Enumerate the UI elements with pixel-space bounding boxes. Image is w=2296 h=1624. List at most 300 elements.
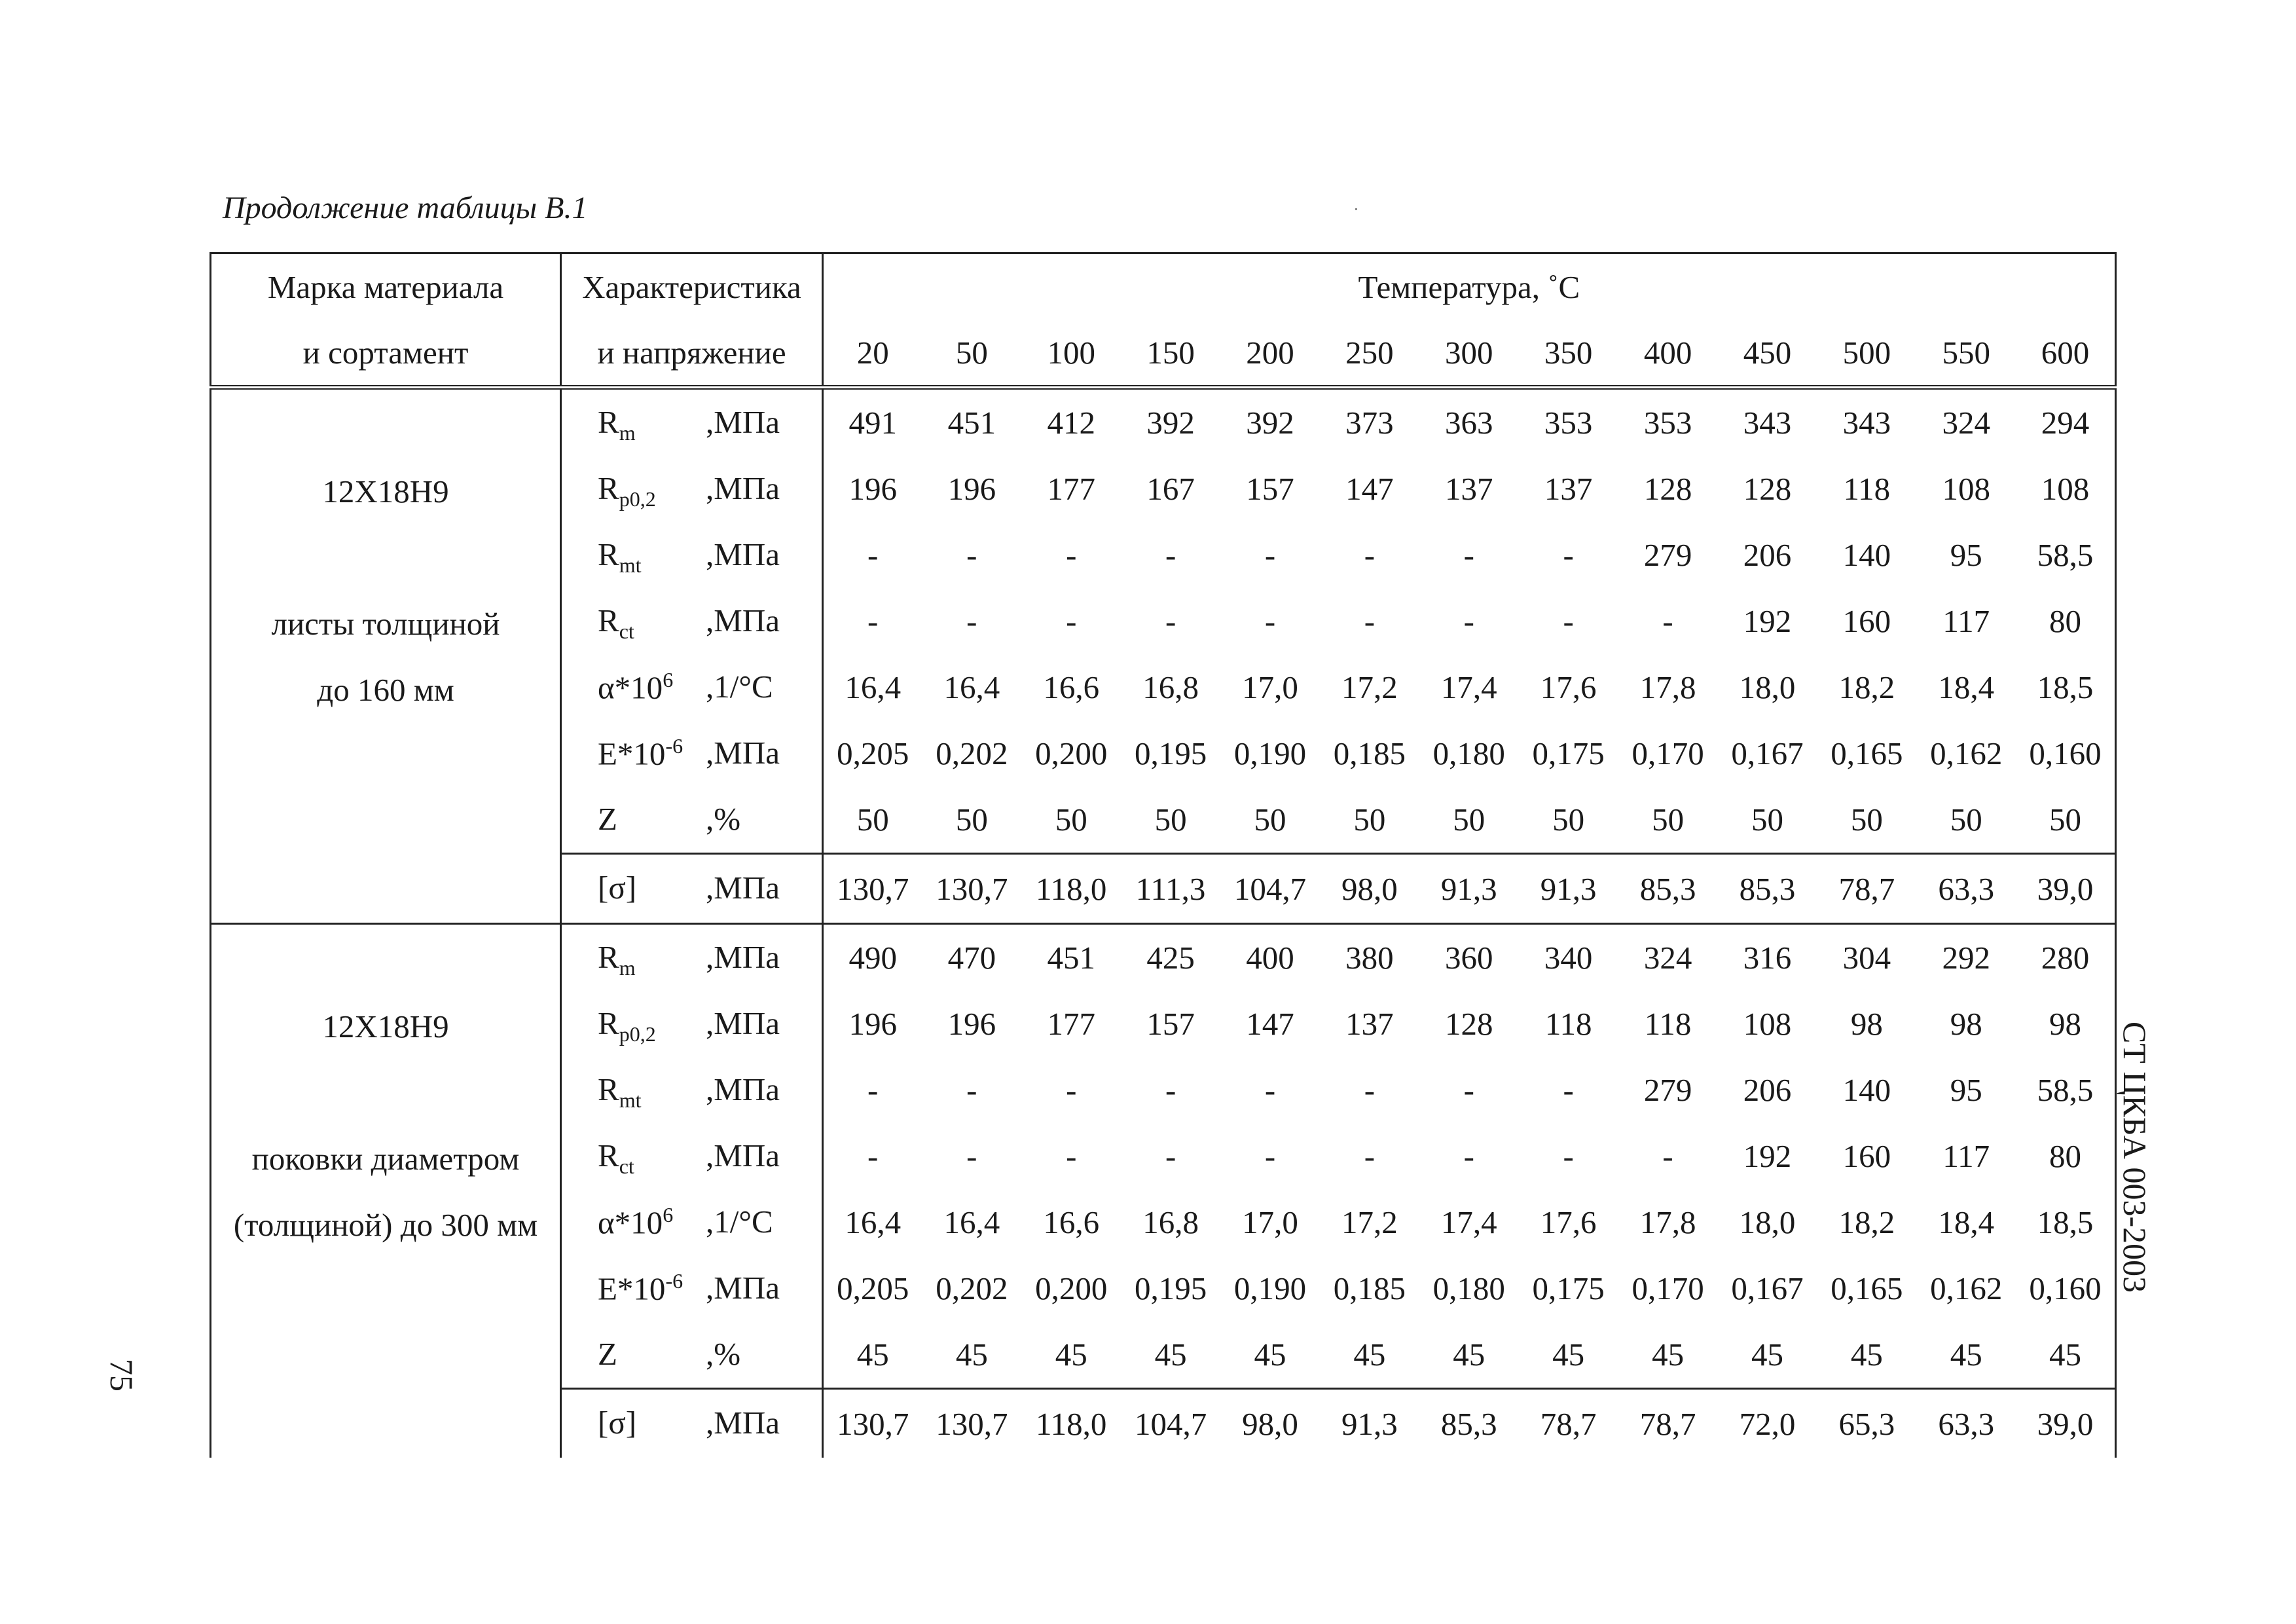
stress-value-cell: 98,0 bbox=[1320, 854, 1419, 924]
temperature-header-cell: 250 bbox=[1320, 320, 1419, 388]
value-cell: 304 bbox=[1842, 940, 1891, 976]
value-cell: 0,170 bbox=[1631, 1270, 1704, 1306]
value-cell: 0,162 bbox=[1930, 1270, 2003, 1306]
value-cell: 360 bbox=[1445, 940, 1493, 976]
table-caption: Продолжение таблицы В.1 bbox=[223, 191, 588, 225]
characteristic-cell bbox=[561, 786, 823, 854]
temperature-header-cell: 400 bbox=[1618, 320, 1718, 388]
characteristic-cell bbox=[561, 1321, 823, 1389]
value-cell: 45 bbox=[856, 1337, 889, 1373]
characteristic-symbol bbox=[598, 1203, 673, 1241]
value-cell: 50 bbox=[1353, 802, 1386, 838]
value-cell: 108 bbox=[2016, 456, 2115, 522]
characteristic-unit: ,МПа bbox=[706, 602, 780, 638]
value-cell: 451 bbox=[947, 405, 996, 441]
value-cell: - bbox=[1165, 603, 1176, 639]
value-cell: - bbox=[867, 1072, 879, 1108]
characteristic-symbol bbox=[598, 734, 683, 772]
value-cell: 343 bbox=[1842, 405, 1891, 441]
characteristic-unit: ,МПа bbox=[706, 403, 780, 440]
value-cell: 58,5 bbox=[2016, 522, 2115, 588]
value-cell: - bbox=[966, 603, 977, 639]
stress-value-cell: 104,7 bbox=[1220, 854, 1320, 924]
stress-value-cell: 78,7 bbox=[1817, 854, 1916, 924]
stress-value-cell: 98,0 bbox=[1220, 1389, 1320, 1458]
value-cell: 16,4 bbox=[943, 669, 1000, 705]
value-cell: 50 bbox=[1751, 802, 1783, 838]
temperature-header-cell: 200 bbox=[1220, 320, 1320, 388]
characteristic-cell bbox=[561, 924, 823, 991]
value-cell: 157 bbox=[1146, 1006, 1195, 1042]
value-cell: 0,185 bbox=[1333, 1270, 1406, 1306]
value-cell: 45 bbox=[955, 1337, 988, 1373]
value-cell: 45 bbox=[1751, 1337, 1783, 1373]
value-cell: - bbox=[1563, 1072, 1574, 1108]
value-cell: 17,4 bbox=[1440, 669, 1497, 705]
stress-value-cell: 72,0 bbox=[1718, 1389, 1817, 1458]
value-cell: 343 bbox=[1743, 405, 1792, 441]
value-cell: 0,162 bbox=[1930, 735, 2003, 771]
stress-value-cell: 91,3 bbox=[1519, 854, 1618, 924]
value-cell: 108 bbox=[1743, 1006, 1792, 1042]
stress-value-cell: 85,3 bbox=[1718, 854, 1817, 924]
value-cell: 0,165 bbox=[1831, 1270, 1903, 1306]
value-cell: - bbox=[1364, 1138, 1376, 1174]
symbol-base: R bbox=[598, 403, 619, 440]
stress-value-cell: 130,7 bbox=[922, 1389, 1021, 1458]
value-cell: - bbox=[1066, 537, 1077, 573]
value-cell: 45 bbox=[1950, 1337, 1982, 1373]
value-cell: 18,0 bbox=[1739, 669, 1796, 705]
symbol-base: R bbox=[598, 602, 619, 638]
value-cell: 17,0 bbox=[1242, 669, 1298, 705]
value-cell: 45 bbox=[1254, 1337, 1286, 1373]
stress-value-cell: 118,0 bbox=[1021, 854, 1121, 924]
value-cell: 373 bbox=[1345, 405, 1394, 441]
value-cell: 16,4 bbox=[943, 1204, 1000, 1240]
characteristic-cell bbox=[561, 388, 823, 456]
characteristic-cell bbox=[561, 1057, 823, 1123]
value-cell: - bbox=[1264, 1138, 1276, 1174]
value-cell: 0,200 bbox=[1035, 735, 1108, 771]
value-cell: 118 bbox=[1644, 1006, 1692, 1042]
value-cell: 470 bbox=[947, 940, 996, 976]
symbol-subscript: ct bbox=[619, 1154, 634, 1178]
value-cell: 117 bbox=[1942, 603, 1990, 639]
characteristic-cell bbox=[561, 654, 823, 720]
stress-label-cell bbox=[561, 1389, 823, 1458]
symbol-base: R bbox=[598, 1005, 619, 1041]
value-cell: 324 bbox=[1942, 405, 1990, 441]
value-cell: - bbox=[1463, 1138, 1474, 1174]
header-characteristic: Характеристика bbox=[561, 253, 823, 320]
value-cell: - bbox=[1662, 1138, 1673, 1174]
value-cell: 196 bbox=[848, 1006, 897, 1042]
value-cell: - bbox=[1463, 603, 1474, 639]
characteristic-cell bbox=[561, 991, 823, 1057]
value-cell: 353 bbox=[1643, 405, 1692, 441]
characteristic-symbol bbox=[598, 1071, 641, 1113]
value-cell: 18,5 bbox=[2016, 654, 2115, 720]
value-cell: 0,190 bbox=[1233, 735, 1307, 771]
symbol-subscript: p0,2 bbox=[619, 487, 656, 511]
stress-label-cell bbox=[561, 854, 823, 924]
stress-value-cell: 130,7 bbox=[823, 854, 922, 924]
temperature-header-cell: 100 bbox=[1021, 320, 1121, 388]
page-number: 75 bbox=[103, 1359, 140, 1392]
characteristic-cell bbox=[561, 1123, 823, 1189]
symbol-superscript: -6 bbox=[665, 733, 683, 758]
value-cell: 400 bbox=[1246, 940, 1294, 976]
symbol-base: Е*10 bbox=[598, 735, 666, 771]
symbol-base: α*10 bbox=[598, 669, 663, 705]
symbol-subscript: mt bbox=[619, 1088, 642, 1112]
value-cell: 17,8 bbox=[1639, 669, 1696, 705]
value-cell: 392 bbox=[1146, 405, 1195, 441]
value-cell: 0,180 bbox=[1432, 1270, 1505, 1306]
characteristic-unit: ,% bbox=[706, 1335, 741, 1372]
characteristic-unit: ,МПа bbox=[706, 734, 780, 771]
characteristic-unit: ,МПа bbox=[706, 938, 780, 975]
material-grade: 12Х18Н9 bbox=[322, 1008, 449, 1044]
value-cell: - bbox=[867, 1138, 879, 1174]
characteristic-symbol bbox=[598, 800, 617, 838]
value-cell: 0,175 bbox=[1532, 735, 1605, 771]
stress-value-cell: 39,0 bbox=[2016, 854, 2115, 924]
temperature-header-cell: 20 bbox=[823, 320, 922, 388]
characteristic-unit: ,1/°С bbox=[706, 1203, 773, 1240]
value-cell: 98 bbox=[2016, 991, 2115, 1057]
value-cell: 491 bbox=[848, 405, 897, 441]
value-cell: 95 bbox=[1950, 537, 1982, 573]
characteristic-symbol bbox=[598, 668, 673, 706]
characteristic-symbol bbox=[598, 470, 656, 511]
value-cell: 196 bbox=[848, 471, 897, 507]
value-cell: 140 bbox=[1842, 1072, 1891, 1108]
material-assortment-line2: до 160 мм bbox=[317, 672, 454, 708]
value-cell: 316 bbox=[1743, 940, 1792, 976]
value-cell: 45 bbox=[1154, 1337, 1187, 1373]
value-cell: 50 bbox=[1652, 802, 1685, 838]
value-cell: 137 bbox=[1345, 1006, 1394, 1042]
value-cell: 17,2 bbox=[1341, 669, 1398, 705]
value-cell: 294 bbox=[2016, 388, 2115, 456]
value-cell: 18,2 bbox=[1838, 1204, 1895, 1240]
scan-speck bbox=[1355, 208, 1357, 210]
header-assortment: и сортамент bbox=[211, 320, 561, 388]
symbol-base: Z bbox=[598, 800, 617, 837]
value-cell: 137 bbox=[1445, 471, 1493, 507]
characteristic-unit: ,МПа bbox=[706, 1137, 780, 1173]
value-cell: 17,0 bbox=[1242, 1204, 1298, 1240]
value-cell: 128 bbox=[1643, 471, 1692, 507]
value-cell: 16,4 bbox=[845, 1204, 902, 1240]
value-cell: 392 bbox=[1246, 405, 1294, 441]
value-cell: 98 bbox=[1850, 1006, 1883, 1042]
value-cell: 80 bbox=[2016, 588, 2115, 654]
symbol-superscript: 6 bbox=[663, 667, 674, 692]
value-cell: 0,202 bbox=[936, 735, 1008, 771]
value-cell: 0,205 bbox=[837, 735, 909, 771]
value-cell: 98 bbox=[1950, 1006, 1982, 1042]
temperature-header-cell: 150 bbox=[1121, 320, 1220, 388]
value-cell: 192 bbox=[1743, 1138, 1792, 1174]
value-cell: - bbox=[1563, 537, 1574, 573]
value-cell: - bbox=[966, 537, 977, 573]
characteristic-cell bbox=[561, 1189, 823, 1255]
value-cell: 45 bbox=[1055, 1337, 1087, 1373]
value-cell: 80 bbox=[2016, 1123, 2115, 1189]
characteristic-unit: ,МПа bbox=[706, 1005, 780, 1041]
material-cell bbox=[211, 924, 561, 1458]
characteristic-cell bbox=[561, 720, 823, 786]
value-cell: 18,4 bbox=[1938, 669, 1995, 705]
characteristic-symbol bbox=[598, 403, 636, 445]
value-cell: 0,185 bbox=[1333, 735, 1406, 771]
symbol-subscript: mt bbox=[619, 553, 642, 577]
symbol-subscript: m bbox=[619, 955, 636, 980]
header-stress: и напряжение bbox=[561, 320, 823, 388]
characteristic-symbol bbox=[598, 536, 641, 578]
value-cell: 451 bbox=[1047, 940, 1095, 976]
temperature-header-cell: 550 bbox=[1916, 320, 2016, 388]
characteristic-unit: ,МПа bbox=[706, 536, 780, 572]
value-cell: 17,8 bbox=[1639, 1204, 1696, 1240]
material-grade: 12Х18Н9 bbox=[322, 473, 449, 509]
stress-value-cell: 91,3 bbox=[1419, 854, 1519, 924]
stress-unit: ,МПа bbox=[706, 870, 780, 906]
value-cell: 45 bbox=[2016, 1321, 2115, 1389]
value-cell: 45 bbox=[1552, 1337, 1585, 1373]
symbol-subscript: p0,2 bbox=[619, 1022, 656, 1046]
value-cell: - bbox=[1463, 1072, 1474, 1108]
characteristic-cell bbox=[561, 588, 823, 654]
value-cell: - bbox=[1563, 1138, 1574, 1174]
symbol-base: R bbox=[598, 1137, 619, 1173]
stress-value-cell: 85,3 bbox=[1618, 854, 1718, 924]
stress-value-cell: 63,3 bbox=[1916, 1389, 2016, 1458]
value-cell: - bbox=[1364, 537, 1376, 573]
value-cell: 0,165 bbox=[1831, 735, 1903, 771]
value-cell: 292 bbox=[1942, 940, 1990, 976]
value-cell: 16,6 bbox=[1043, 1204, 1100, 1240]
material-assortment-line2: (толщиной) до 300 мм bbox=[233, 1207, 538, 1243]
characteristic-unit: ,МПа bbox=[706, 1071, 780, 1107]
symbol-base: R bbox=[598, 938, 619, 975]
stress-value-cell: 91,3 bbox=[1320, 1389, 1419, 1458]
value-cell: 177 bbox=[1047, 1006, 1095, 1042]
characteristic-cell bbox=[561, 1255, 823, 1321]
value-cell: - bbox=[867, 537, 879, 573]
value-cell: 412 bbox=[1047, 405, 1095, 441]
value-cell: 160 bbox=[1842, 603, 1891, 639]
symbol-base: Е*10 bbox=[598, 1270, 666, 1306]
value-cell: 18,5 bbox=[2016, 1189, 2115, 1255]
value-cell: 95 bbox=[1950, 1072, 1982, 1108]
value-cell: - bbox=[1364, 603, 1376, 639]
value-cell: 279 bbox=[1643, 537, 1692, 573]
value-cell: 50 bbox=[1453, 802, 1485, 838]
temperature-header-cell: 350 bbox=[1519, 320, 1618, 388]
characteristic-symbol bbox=[598, 1335, 617, 1373]
value-cell: 16,8 bbox=[1142, 1204, 1199, 1240]
value-cell: 206 bbox=[1743, 537, 1792, 573]
value-cell: 490 bbox=[848, 940, 897, 976]
value-cell: 140 bbox=[1842, 537, 1891, 573]
value-cell: 0,190 bbox=[1233, 1270, 1307, 1306]
value-cell: 160 bbox=[1842, 1138, 1891, 1174]
characteristic-symbol bbox=[598, 938, 636, 980]
value-cell: - bbox=[966, 1138, 977, 1174]
symbol-superscript: -6 bbox=[665, 1268, 683, 1293]
stress-symbol: [σ] bbox=[598, 870, 637, 906]
value-cell: 380 bbox=[1345, 940, 1394, 976]
value-cell: - bbox=[1165, 537, 1176, 573]
stress-unit: ,МПа bbox=[706, 1405, 780, 1441]
value-cell: 17,6 bbox=[1540, 1204, 1597, 1240]
stress-value-cell: 104,7 bbox=[1121, 1389, 1220, 1458]
value-cell: 50 bbox=[1154, 802, 1187, 838]
value-cell: 50 bbox=[1254, 802, 1286, 838]
value-cell: 45 bbox=[1453, 1337, 1485, 1373]
value-cell: - bbox=[1066, 603, 1077, 639]
symbol-subscript: m bbox=[619, 420, 636, 445]
value-cell: 50 bbox=[856, 802, 889, 838]
temperature-header-cell: 300 bbox=[1419, 320, 1519, 388]
stress-value-cell: 85,3 bbox=[1419, 1389, 1519, 1458]
symbol-base: α*10 bbox=[598, 1204, 663, 1240]
material-assortment-line1: поковки диаметром bbox=[251, 1141, 520, 1177]
symbol-base: R bbox=[598, 1071, 619, 1107]
symbol-base: R bbox=[598, 536, 619, 572]
symbol-base: R bbox=[598, 470, 619, 506]
value-cell: - bbox=[1662, 603, 1673, 639]
value-cell: 17,6 bbox=[1540, 669, 1597, 705]
value-cell: 0,195 bbox=[1134, 735, 1207, 771]
value-cell: 425 bbox=[1146, 940, 1195, 976]
value-cell: 0,170 bbox=[1631, 735, 1704, 771]
value-cell: 0,175 bbox=[1532, 1270, 1605, 1306]
value-cell: 280 bbox=[2016, 924, 2115, 991]
value-cell: 117 bbox=[1942, 1138, 1990, 1174]
stress-value-cell: 111,3 bbox=[1121, 854, 1220, 924]
characteristic-cell bbox=[561, 522, 823, 588]
value-cell: 192 bbox=[1743, 603, 1792, 639]
value-cell: - bbox=[1463, 537, 1474, 573]
symbol-base: Z bbox=[598, 1335, 617, 1372]
stress-value-cell: 118,0 bbox=[1021, 1389, 1121, 1458]
header-temperature: Температура, ˚С bbox=[823, 253, 2116, 320]
value-cell: 279 bbox=[1643, 1072, 1692, 1108]
characteristic-cell bbox=[561, 456, 823, 522]
value-cell: - bbox=[966, 1072, 977, 1108]
characteristic-unit: ,1/°С bbox=[706, 668, 773, 705]
characteristic-symbol bbox=[598, 1005, 656, 1046]
value-cell: 58,5 bbox=[2016, 1057, 2115, 1123]
value-cell: 118 bbox=[1843, 471, 1891, 507]
value-cell: 16,6 bbox=[1043, 669, 1100, 705]
characteristic-unit: ,МПа bbox=[706, 1269, 780, 1306]
temperature-header-cell: 600 bbox=[2016, 320, 2115, 388]
value-cell: 157 bbox=[1246, 471, 1294, 507]
value-cell: 196 bbox=[947, 471, 996, 507]
value-cell: 0,205 bbox=[837, 1270, 909, 1306]
value-cell: 50 bbox=[1950, 802, 1982, 838]
value-cell: 147 bbox=[1246, 1006, 1294, 1042]
properties-table bbox=[210, 252, 2117, 1458]
value-cell: 17,2 bbox=[1341, 1204, 1398, 1240]
document-code: СТ ЦКБА 003-2003 bbox=[2117, 1022, 2153, 1293]
stress-value-cell: 130,7 bbox=[922, 854, 1021, 924]
stress-value-cell: 39,0 bbox=[2016, 1389, 2115, 1458]
characteristic-unit: ,% bbox=[706, 800, 741, 837]
value-cell: 0,167 bbox=[1731, 735, 1804, 771]
value-cell: 45 bbox=[1850, 1337, 1883, 1373]
value-cell: 363 bbox=[1445, 405, 1493, 441]
stress-symbol: [σ] bbox=[598, 1405, 637, 1441]
temperature-header-cell: 500 bbox=[1817, 320, 1916, 388]
temperature-header-cell: 50 bbox=[922, 320, 1021, 388]
value-cell: 0,195 bbox=[1134, 1270, 1207, 1306]
value-cell: 16,4 bbox=[845, 669, 902, 705]
stress-value-cell: 130,7 bbox=[823, 1389, 922, 1458]
value-cell: 137 bbox=[1544, 471, 1593, 507]
value-cell: 0,200 bbox=[1035, 1270, 1108, 1306]
stress-value-cell: 78,7 bbox=[1618, 1389, 1718, 1458]
value-cell: 128 bbox=[1445, 1006, 1493, 1042]
material-assortment-line1: листы толщиной bbox=[271, 606, 500, 642]
stress-value-cell: 78,7 bbox=[1519, 1389, 1618, 1458]
symbol-superscript: 6 bbox=[663, 1202, 674, 1227]
value-cell: 17,4 bbox=[1440, 1204, 1497, 1240]
characteristic-symbol bbox=[598, 1269, 683, 1307]
value-cell: 108 bbox=[1942, 471, 1990, 507]
value-cell: 16,8 bbox=[1142, 669, 1199, 705]
value-cell: - bbox=[1165, 1138, 1176, 1174]
value-cell: 177 bbox=[1047, 471, 1095, 507]
characteristic-unit: ,МПа bbox=[706, 470, 780, 506]
value-cell: 118 bbox=[1544, 1006, 1592, 1042]
value-cell: 45 bbox=[1652, 1337, 1685, 1373]
value-cell: - bbox=[1563, 603, 1574, 639]
temperature-header-cell: 450 bbox=[1718, 320, 1817, 388]
value-cell: 50 bbox=[1055, 802, 1087, 838]
value-cell: 18,2 bbox=[1838, 669, 1895, 705]
value-cell: 0,160 bbox=[2016, 720, 2115, 786]
value-cell: - bbox=[1066, 1138, 1077, 1174]
characteristic-symbol bbox=[598, 602, 634, 644]
value-cell: 324 bbox=[1643, 940, 1692, 976]
value-cell: 50 bbox=[2016, 786, 2115, 854]
value-cell: 45 bbox=[1353, 1337, 1386, 1373]
value-cell: - bbox=[1264, 603, 1276, 639]
value-cell: 0,202 bbox=[936, 1270, 1008, 1306]
material-cell bbox=[211, 388, 561, 924]
header-material: Марка материала bbox=[211, 253, 561, 320]
value-cell: 206 bbox=[1743, 1072, 1792, 1108]
value-cell: 50 bbox=[955, 802, 988, 838]
value-cell: 196 bbox=[947, 1006, 996, 1042]
value-cell: 18,4 bbox=[1938, 1204, 1995, 1240]
value-cell: 0,160 bbox=[2016, 1255, 2115, 1321]
value-cell: 0,167 bbox=[1731, 1270, 1804, 1306]
value-cell: 50 bbox=[1850, 802, 1883, 838]
value-cell: - bbox=[867, 603, 879, 639]
value-cell: 0,180 bbox=[1432, 735, 1505, 771]
value-cell: 147 bbox=[1345, 471, 1394, 507]
value-cell: - bbox=[1264, 537, 1276, 573]
symbol-subscript: ct bbox=[619, 619, 634, 643]
